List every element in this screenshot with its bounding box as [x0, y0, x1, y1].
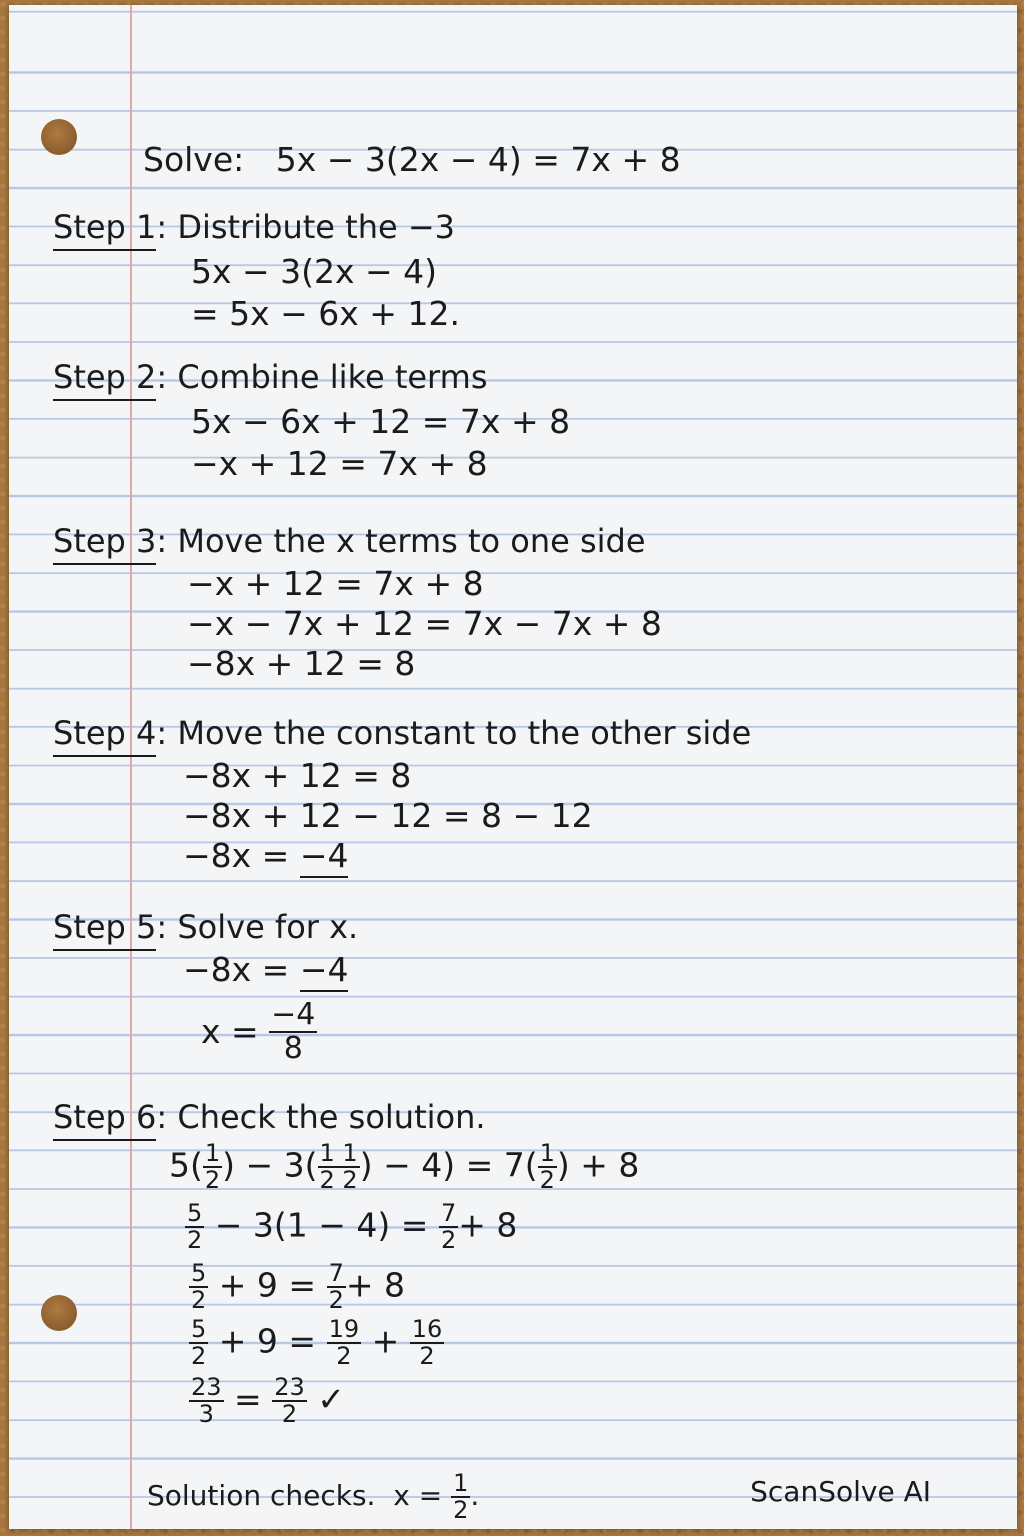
- step-3-line: −8x + 12 = 8: [187, 644, 416, 683]
- check-line-4: [189, 1317, 444, 1369]
- step-4-result-left: −8x =: [183, 836, 290, 875]
- step-2-line: 5x − 6x + 12 = 7x + 8: [191, 402, 571, 441]
- denominator: 2: [187, 1226, 203, 1255]
- denominator: 2: [204, 1166, 221, 1195]
- denominator: 2: [453, 1496, 469, 1525]
- numerator: 7: [440, 1199, 457, 1227]
- fraction: [203, 1141, 222, 1193]
- check-line-1: [169, 1141, 639, 1193]
- check-text: + 8: [345, 1265, 405, 1305]
- problem-statement: [143, 140, 681, 179]
- punch-hole: [41, 119, 77, 155]
- fraction: [327, 1317, 362, 1369]
- step-2-label: Step 2: [53, 358, 156, 401]
- numerator: 16: [411, 1315, 443, 1343]
- check-line-3: [189, 1261, 405, 1313]
- step-5-solution: [201, 999, 317, 1064]
- step-3-heading: Step 3: Move the x terms to one side: [53, 525, 646, 557]
- step-2-title: Combine like terms: [177, 358, 488, 396]
- step-5-line-left: −8x =: [183, 950, 290, 989]
- numerator: 19: [328, 1315, 360, 1343]
- check-text: ) + 8: [556, 1145, 640, 1185]
- step-4-result-right: −4: [300, 836, 349, 878]
- check-text: ) − 3(: [222, 1145, 318, 1185]
- step-5-line: [183, 950, 349, 989]
- fraction: [185, 1201, 204, 1253]
- step-5-title: Solve for x.: [177, 908, 359, 946]
- step-5-line-right: −4: [300, 950, 349, 992]
- fraction: [439, 1201, 458, 1253]
- fraction: [410, 1317, 445, 1369]
- punch-hole: [41, 1295, 77, 1331]
- step-1-heading: Step 1: Distribute the −3: [53, 211, 455, 243]
- check-text: 5(: [169, 1145, 203, 1185]
- step-4-line: −8x + 12 = 8: [183, 756, 412, 795]
- numerator: 1 1: [319, 1139, 358, 1167]
- denominator: 8: [283, 1030, 303, 1066]
- notebook-page: [9, 5, 1017, 1529]
- denominator: 2: [191, 1286, 207, 1315]
- conclusion-text: Solution checks.: [147, 1479, 376, 1513]
- numerator: −4: [271, 997, 316, 1032]
- step-5-label: Step 5: [53, 908, 156, 951]
- denominator: 2: [281, 1400, 298, 1429]
- numerator: 23: [274, 1373, 305, 1401]
- fraction: [189, 1375, 224, 1427]
- step-6-label: Step 6: [53, 1098, 156, 1141]
- check-text: + 9 =: [218, 1321, 317, 1361]
- step-6-heading: Step 6: Check the solution.: [53, 1101, 486, 1133]
- check-text: +: [371, 1321, 400, 1361]
- check-line-5: [189, 1375, 345, 1427]
- step-5-x-label: x =: [201, 1012, 259, 1051]
- step-4-heading: Step 4: Move the constant to the other side: [53, 717, 751, 749]
- numerator: 1: [204, 1139, 221, 1167]
- step-4-line: −8x + 12 − 12 = 8 − 12: [183, 796, 593, 835]
- fraction: [451, 1471, 470, 1523]
- numerator: 1: [453, 1469, 469, 1497]
- problem-label: Solve:: [143, 140, 245, 179]
- denominator: 2: [440, 1226, 457, 1255]
- numerator: 5: [187, 1199, 203, 1227]
- step-1-title: Distribute the −3: [177, 208, 455, 246]
- check-text: + 8: [458, 1205, 518, 1245]
- fraction: [189, 1261, 208, 1313]
- step-3-line: −x − 7x + 12 = 7x − 7x + 8: [187, 604, 662, 643]
- conclusion-x: x =: [393, 1479, 443, 1513]
- step-2-line: −x + 12 = 7x + 8: [191, 444, 488, 483]
- problem-equation: 5x − 3(2x − 4) = 7x + 8: [275, 140, 681, 179]
- step-4-title: Move the constant to the other side: [177, 714, 752, 752]
- step-1-line: 5x − 3(2x − 4): [191, 252, 438, 291]
- step-6-title: Check the solution.: [177, 1098, 486, 1136]
- step-2-heading: Step 2: Combine like terms: [53, 361, 487, 393]
- denominator: 2: [539, 1166, 555, 1195]
- denominator: 2: [419, 1342, 435, 1371]
- step-1-line: = 5x − 6x + 12.: [191, 294, 460, 333]
- denominator: 3: [198, 1400, 214, 1429]
- numerator: 23: [191, 1373, 222, 1401]
- step-5-fraction: [269, 999, 317, 1064]
- numerator: 5: [191, 1259, 207, 1287]
- fraction: [318, 1141, 360, 1193]
- conclusion: [147, 1471, 479, 1523]
- brand-watermark: ScanSolve AI: [750, 1475, 931, 1508]
- check-text: =: [234, 1379, 262, 1419]
- step-3-title: Move the x terms to one side: [177, 522, 646, 560]
- fraction: [189, 1317, 208, 1369]
- check-line-2: [185, 1201, 517, 1253]
- conclusion-period: .: [470, 1479, 480, 1513]
- step-1-label: Step 1: [53, 208, 156, 251]
- step-5-heading: Step 5: Solve for x.: [53, 911, 358, 943]
- denominator: 2: [336, 1342, 352, 1371]
- checkmark-icon: ✓: [317, 1379, 345, 1419]
- fraction: [272, 1375, 307, 1427]
- fraction: [327, 1261, 346, 1313]
- check-text: + 9 =: [218, 1265, 317, 1305]
- numerator: 1: [539, 1139, 555, 1167]
- fraction: [538, 1141, 557, 1193]
- step-4-label: Step 4: [53, 714, 156, 757]
- denominator: 2: [328, 1286, 344, 1315]
- step-3-line: −x + 12 = 7x + 8: [187, 564, 484, 603]
- step-4-result: [183, 836, 349, 875]
- numerator: 7: [328, 1259, 344, 1287]
- denominator: 2 2: [319, 1166, 358, 1195]
- check-text: − 3(1 − 4) =: [214, 1205, 429, 1245]
- numerator: 5: [191, 1315, 207, 1343]
- denominator: 2: [191, 1342, 207, 1371]
- step-3-label: Step 3: [53, 522, 156, 565]
- check-text: ) − 4) = 7(: [359, 1145, 538, 1185]
